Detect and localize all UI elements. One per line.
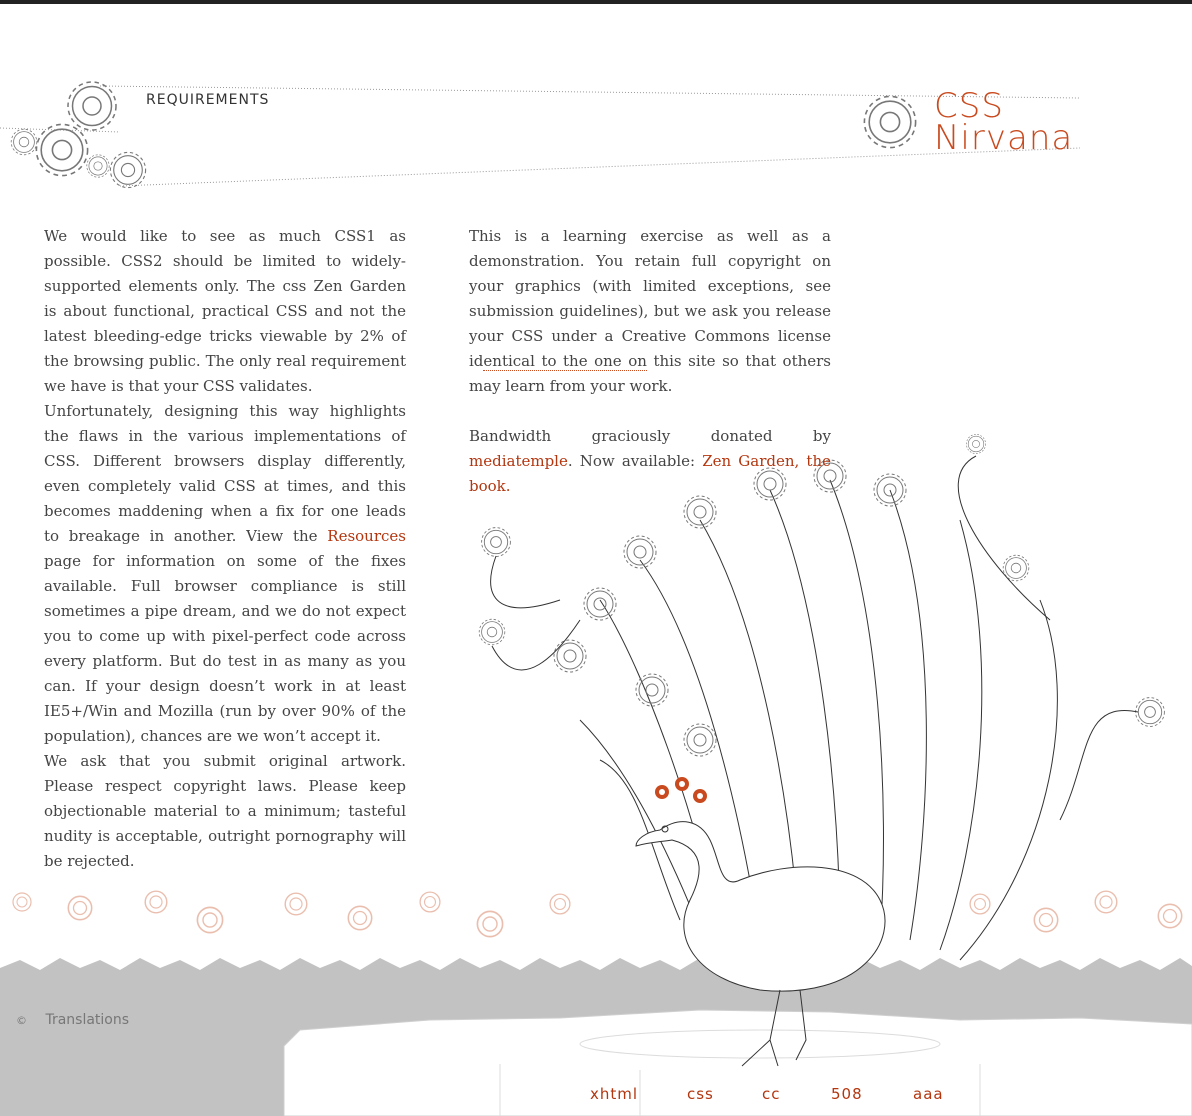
paragraph-copyright: [469, 224, 831, 399]
paragraph-copyright-text-1: This is a learning exercise as well as a demonstration. You retain full copyright on your graphics (with limited exceptions, see submission guidelines), but we ask you release your CSS under a Creative Commons license id: [469, 227, 831, 370]
gear-cluster-icon: [11, 82, 145, 188]
paragraph-copyright-text-2: this site so that others may learn from your work.: [469, 352, 831, 395]
footer-link-css[interactable]: css: [687, 1085, 714, 1103]
bandwidth-text-2: . Now available:: [567, 452, 703, 470]
footer-left: [16, 1012, 129, 1028]
paragraph-browsers-text-1: Unfortunately, designing this way highlights the flaws in the various implementations of CSS. Different browsers display differently, even completely valid CSS at times, and this becomes maddening when a fix for one leads to breakage in another. View the: [44, 402, 406, 545]
footer-link-aaa[interactable]: aaa: [913, 1085, 944, 1103]
resources-link[interactable]: Resources: [327, 527, 406, 545]
footer-link-xhtml[interactable]: xhtml: [590, 1085, 639, 1103]
bandwidth-text-1: Bandwidth graciously donated by: [469, 427, 831, 445]
crest-gear-icon: [655, 777, 707, 803]
license-link[interactable]: entical to the one on: [483, 352, 647, 370]
paragraph-css1: We would like to see as much CSS1 as possible. CSS2 should be limited to widely-supported elements only. The css Zen Garden is about functional, practical CSS and not the latest bleeding-edge tricks viewable by 2% of the browsing public. The only real requirement we have is that your CSS validates.: [44, 227, 406, 395]
brand-line-2: Nirvana: [934, 118, 1074, 158]
section-title: REQUIREMENTS: [146, 92, 270, 108]
requirements-right-column: [469, 224, 831, 499]
paragraph-browsers-text-2: page for information on some of the fixes available. Full browser compliance is still sometimes a pipe dream, and we do not expect you to come up with pixel-perfect code across every platform. But do test in as many as you can. If your design doesn’t work in at least IE5+/Win and Mozilla (run by over 90% of the population), chances are we won’t accept it.: [44, 552, 406, 745]
paragraph-bandwidth: [469, 424, 831, 499]
brand-title: [934, 86, 1074, 158]
copyright-symbol: ©: [16, 1014, 27, 1027]
brand-gear-icon: [864, 96, 915, 147]
zen-garden-book-link[interactable]: Zen Garden, the book.: [469, 452, 831, 495]
brand-line-1: CSS: [934, 86, 1004, 126]
paragraph-browsers: [44, 399, 406, 749]
footer-link-508[interactable]: 508: [831, 1085, 863, 1103]
requirements-left-column: [44, 224, 406, 874]
translations-link[interactable]: Translations: [45, 1012, 130, 1028]
bubble-band: [13, 891, 1182, 936]
footer-link-cc[interactable]: cc: [762, 1085, 781, 1103]
paragraph-artwork: We ask that you submit original artwork. Please respect copyright laws. Please keep objectionable material to a minimum; tasteful nudity is acceptable, outright pornography will be rejected.: [44, 752, 406, 870]
mediatemple-link[interactable]: mediatemple: [469, 452, 568, 470]
